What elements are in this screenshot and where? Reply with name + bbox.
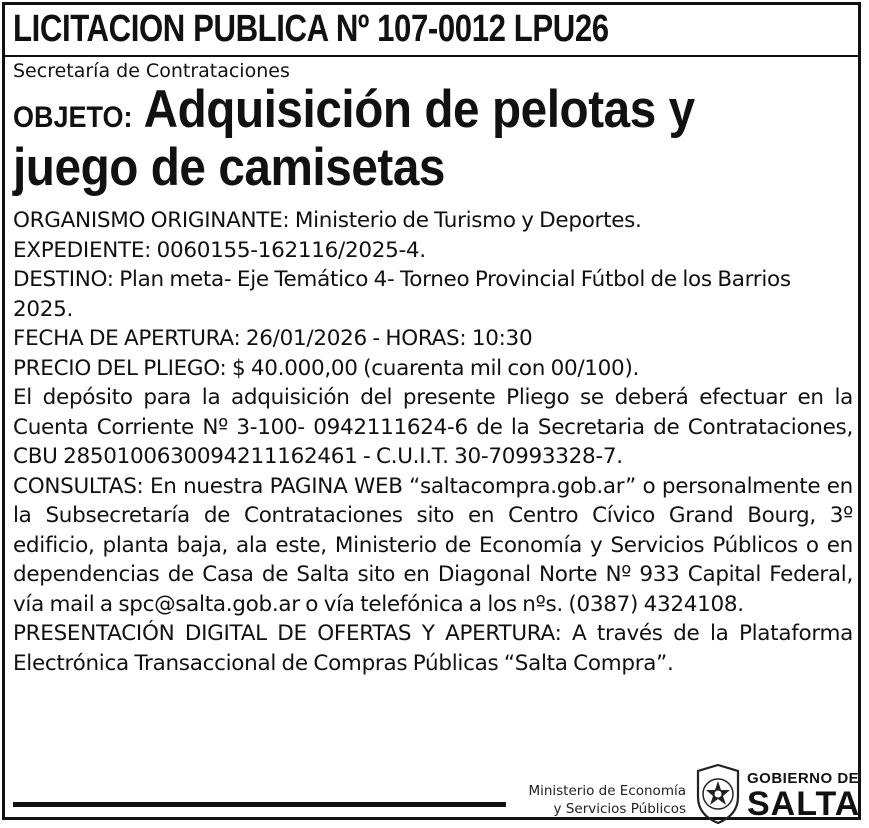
ministry-line-1: Ministerio de Economía — [528, 783, 686, 799]
gobierno-label: GOBIERNO DE — [747, 770, 860, 787]
fecha-line: FECHA DE APERTURA: 26/01/2026 - HORAS: 10:30 — [13, 326, 533, 351]
title-bar — [5, 5, 858, 57]
provincial-seal-icon — [693, 761, 743, 827]
destino-line: DESTINO: Plan meta- Eje Temático 4- Torneo Provincial Fútbol de los Barrios 2025. — [13, 267, 791, 322]
deposito-paragraph: El depósito para la adquisición del presente Pliego se deberá efectuar en la Cuenta Corriente Nº 3-100- 0942111624-6 de la Secretaria de Contrataciones, CBU 2850100630094211162461 - C.U.I.T. 30-70993328-7. — [13, 385, 853, 469]
salta-label: SALTA — [747, 785, 861, 823]
notice-title: LICITACION PUBLICA Nº 107-0012 LPU26 — [13, 8, 609, 50]
notice-frame — [2, 2, 861, 823]
footer-divider — [13, 802, 506, 807]
precio-line: PRECIO DEL PLIEGO: $ 40.000,00 (cuarenta mil con 00/100). — [13, 355, 640, 381]
objeto-text: Adquisición de pelotas y juego de camisetas — [13, 80, 695, 197]
ministry-line-2: y Servicios Públicos — [553, 801, 686, 817]
consultas-paragraph: CONSULTAS: En nuestra PAGINA WEB “saltacompra.gob.ar” o personalmente en la Subsecretaría de Contrataciones sito en Centro Cívico Grand Bourg, 3º edificio, planta baja, ala este, Ministerio de Economía y Servicios Públicos o en dependencias de Casa de Salta sito en Diagonal Norte Nº 933 Capital Federal, vía mail a spc@salta.gob.ar o vía telefónica a los nºs. (0387) 4324108. — [13, 473, 853, 617]
expediente-line: EXPEDIENTE: 0060155-162116/2025-4. — [13, 237, 426, 263]
organismo-line: ORGANISMO ORIGINANTE: Ministerio de Turismo y Deportes. — [13, 208, 642, 233]
objeto-heading — [13, 80, 805, 197]
ministry-label — [510, 782, 686, 818]
notice-body — [13, 206, 853, 678]
objeto-label: OBJETO: — [13, 101, 133, 134]
presentacion-paragraph: PRESENTACIÓN DIGITAL DE OFERTAS Y APERTURA: A través de la Plataforma Electrónica Transaccional de Compras Públicas “Salta Compra”. — [13, 621, 853, 676]
gobierno-logo — [747, 770, 860, 821]
section-subtitle: Secretaría de Contrataciones — [13, 60, 290, 82]
